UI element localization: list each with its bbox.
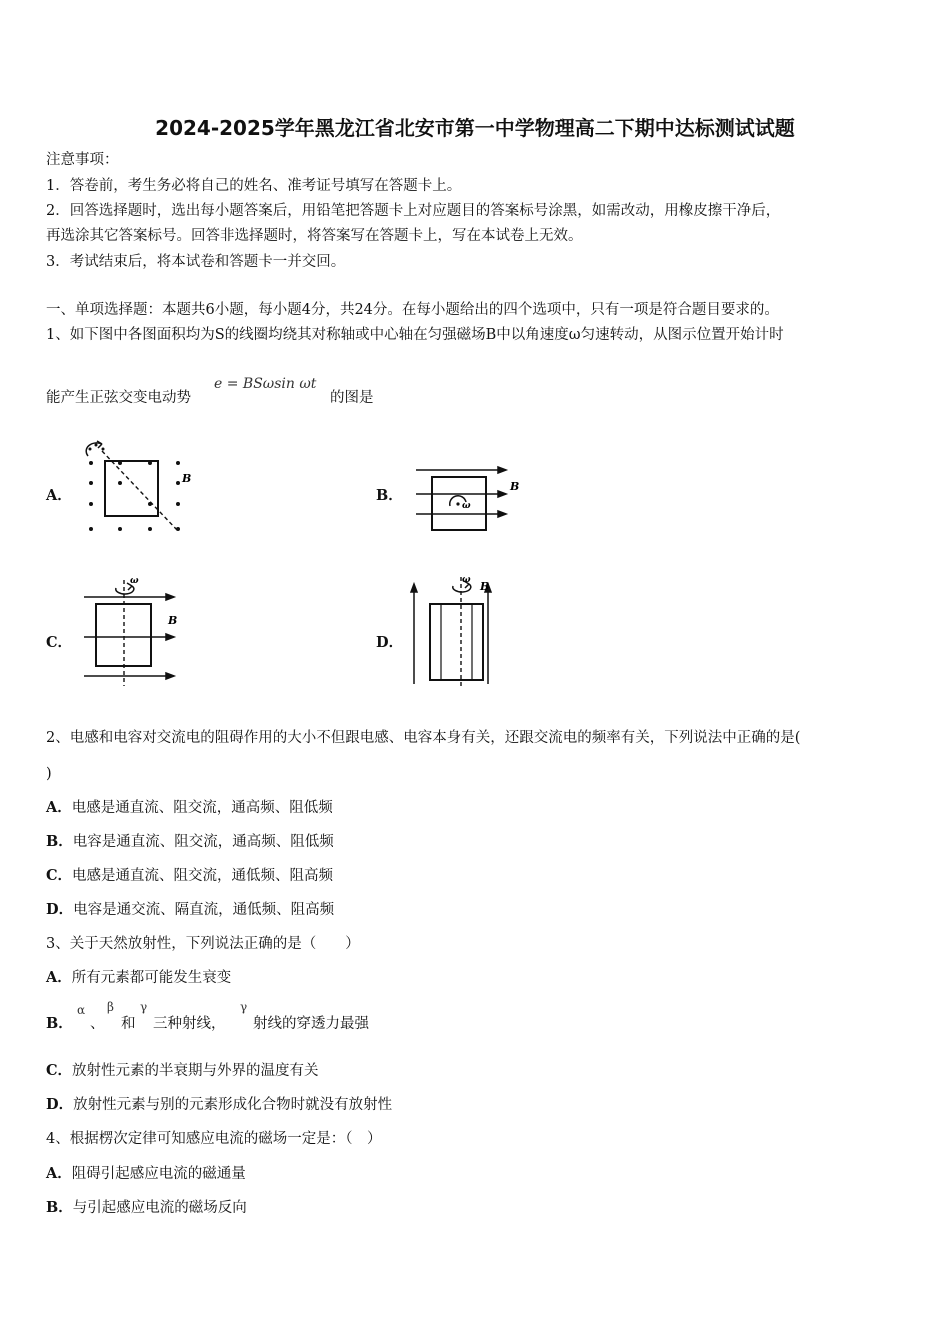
q2-option-b: B．电容是通直流、阻交流，通高频、阻低频: [46, 833, 334, 850]
q1-figure-b: [410, 462, 530, 540]
q1-option-b-label: B．: [376, 487, 403, 504]
q1-figure-a: [78, 436, 198, 540]
q3-option-a: A．所有元素都可能发生衰变: [46, 969, 232, 986]
q1-figure-b-omega: ω: [462, 501, 471, 511]
q1-figure-d-b-label: B: [480, 580, 490, 593]
q3-and: 和: [121, 1016, 136, 1032]
q2-option-a: A．电感是通直流、阻交流，通高频、阻低频: [46, 799, 333, 816]
q3-mid: 三种射线，: [153, 1016, 226, 1032]
q1-option-a-label: A．: [46, 487, 72, 504]
q2-option-c: C．电感是通直流、阻交流，通低频、阻高频: [46, 867, 334, 884]
page-title: 2024-2025学年黑龙江省北安市第一中学物理高二下期中达标测试试题: [155, 116, 795, 140]
q1-figure-a-b-label: B: [182, 472, 192, 485]
q3-sep: 、: [90, 1016, 105, 1032]
q2-option-d: D．电容是通交流、隔直流，通低频、阻高频: [46, 901, 335, 918]
q1-figure-c-omega: ω: [130, 576, 139, 586]
q1-option-c-label: C．: [46, 634, 73, 651]
q1-stem-line2: 能产生正弦交变电动势: [46, 390, 191, 406]
q3-option-d: D．放射性元素与别的元素形成化合物时就没有放射性: [46, 1096, 393, 1113]
q1-formula: e = BSωsin ωt: [214, 376, 317, 392]
notice-item-1: 1．答卷前，考生务必将自己的姓名、准考证号填写在答题卡上。: [46, 178, 462, 194]
notice-heading: 注意事项：: [46, 152, 119, 168]
q1-figure-c-b-label: B: [168, 614, 178, 627]
notice-item-2: 2．回答选择题时，选出每小题答案后，用铅笔把答题卡上对应题目的答案标号涂黑，如需改动，用橡皮擦干净后，: [46, 203, 781, 219]
q3-option-b-tail: 射线的穿透力最强: [253, 1016, 369, 1032]
q1-figure-c: [78, 574, 198, 688]
q3-alpha: α: [77, 1003, 86, 1017]
q1-figure-d: [404, 574, 504, 688]
q3-option-c: C．放射性元素的半衰期与外界的温度有关: [46, 1062, 319, 1079]
q2-stem: 2、电感和电容对交流电的阻碍作用的大小不但跟电感、电容本身有关，还跟交流电的频率有关，下列说法中正确的是(: [46, 730, 801, 746]
q1-figure-b-b-label: B: [510, 480, 520, 493]
q1-stem: 1、如下图中各图面积均为S的线圈均绕其对称轴或中心轴在匀强磁场B中以角速度ω匀速转动，从图示位置开始计时: [46, 327, 784, 343]
q3-gamma: γ: [140, 1000, 148, 1014]
q3-stem: 3、关于天然放射性，下列说法正确的是（ ）: [46, 936, 360, 952]
q1-figure-d-omega: ω: [462, 575, 471, 585]
q4-option-b: B．与引起感应电流的磁场反向: [46, 1199, 247, 1216]
q4-option-a: A．阻碍引起感应电流的磁通量: [46, 1165, 246, 1182]
q4-stem: 4、根据楞次定律可知感应电流的磁场一定是：（ ）: [46, 1131, 382, 1147]
notice-item-2-cont: 再选涂其它答案标号。回答非选择题时，将答案写在答题卡上，写在本试卷上无效。: [46, 228, 583, 244]
q1-option-d-label: D．: [376, 634, 404, 651]
notice-item-3: 3．考试结束后，将本试卷和答题卡一并交回。: [46, 254, 346, 270]
q3-beta: β: [107, 1000, 114, 1014]
q1-stem-line2-tail: 的图是: [330, 390, 374, 406]
q2-stem-close: ): [46, 766, 52, 782]
q3-option-b-label: B．: [46, 1015, 73, 1032]
q3-gamma-2: γ: [240, 1000, 248, 1014]
section-heading: 一、单项选择题：本题共6小题，每小题4分，共24分。在每小题给出的四个选项中，只有一项是符合题目要求的。: [46, 302, 779, 318]
